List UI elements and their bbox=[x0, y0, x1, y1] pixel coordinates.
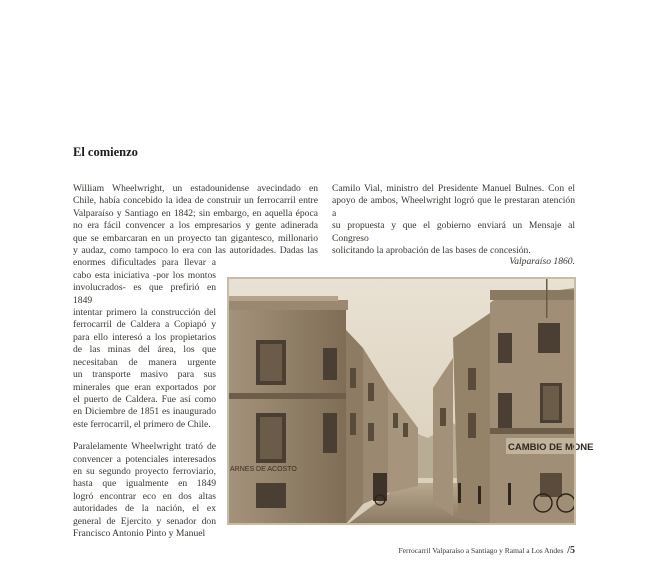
p2-line: autoridades de la nación, el ex bbox=[73, 503, 216, 515]
p3-line: Camilo Vial, ministro del Presidente Manuel Bulnes. Con el bbox=[332, 183, 575, 194]
page-number: /5 bbox=[567, 545, 575, 556]
p1-line: involucrados- es que prefirió en 1849 bbox=[73, 282, 216, 306]
paragraph-wheelwright-continued bbox=[332, 183, 575, 257]
section-heading: El comienzo bbox=[73, 145, 138, 159]
p1-line: cabo esta iniciativa -por los montos bbox=[73, 269, 216, 281]
right-text-column bbox=[332, 183, 575, 267]
p1-line: no era fácil convencer a los empresarios y gente adinerada bbox=[73, 220, 318, 232]
p2-line: general de Ejercito y senador don bbox=[73, 515, 216, 527]
photo-caption: Valparaíso 1860. bbox=[509, 256, 575, 267]
p1-line: intentar primero la construcción del bbox=[73, 307, 216, 319]
p2-line: convencer a potenciales interesados bbox=[73, 453, 216, 465]
p3-line: apoyo de ambos, Wheelwright logró que le prestaran atención a bbox=[332, 195, 575, 219]
p2-line: Paralelamente Wheelwright trató de bbox=[73, 441, 216, 453]
p1-line: Chile, había concebido la idea de construir un ferrocarril entre bbox=[73, 195, 318, 207]
p1-line: este ferrocarril, el primero de Chile. bbox=[73, 418, 211, 430]
historic-street-photo bbox=[228, 278, 594, 524]
p1-line: William Wheelwright, un estadounidense avecindado en bbox=[73, 183, 318, 194]
p1-line: Valparaíso y Santiago en 1842; sin embargo, en aquella época bbox=[73, 207, 318, 219]
p1-line: para ello interesó a los propietarios bbox=[73, 331, 216, 343]
p1-line: y audaz, como tampoco lo era con las autoridades. Dadas las bbox=[73, 245, 318, 257]
p1-line: necesitaban de manera urgente bbox=[73, 356, 216, 368]
p2-line: en su segundo proyecto ferroviario, bbox=[73, 465, 216, 477]
p1-line: que se embarcaran en un proyecto tan gigantesco, millonario bbox=[73, 232, 318, 244]
shop-sign-left: ARNES DE ACOSTO bbox=[230, 466, 297, 473]
page-footer bbox=[399, 545, 575, 556]
p1-line: en Diciembre de 1851 es inaugurado bbox=[73, 406, 216, 418]
p1-line: de las minas del área, los que bbox=[73, 344, 216, 356]
p1-line: el puerto de Caldera. Fue así como bbox=[73, 393, 216, 405]
p1-line: ferrocarril de Caldera a Copiapó y bbox=[73, 319, 216, 331]
p1-line: minerales que eran exportados por bbox=[73, 381, 216, 393]
running-title: Ferrocarril Valparaíso a Santiago y Ramal a Los Andes bbox=[398, 546, 564, 555]
p2-line: hasta que igualmente en 1849 bbox=[73, 478, 216, 490]
p3-line: solicitando la aprobación de las bases de concesión. bbox=[332, 245, 531, 257]
shop-sign-right: CAMBIO DE MONE bbox=[508, 442, 594, 453]
p1-line: un transporte masivo para sus bbox=[73, 369, 216, 381]
p2-line: Francisco Antonio Pinto y Manuel bbox=[73, 527, 206, 539]
p2-line: logró encontrar eco en dos altas bbox=[73, 490, 216, 502]
p1-line: enormes dificultades para llevar a bbox=[73, 257, 216, 269]
p3-line: su propuesta y que el gobierno enviará un Mensaje al Congreso bbox=[332, 220, 575, 244]
